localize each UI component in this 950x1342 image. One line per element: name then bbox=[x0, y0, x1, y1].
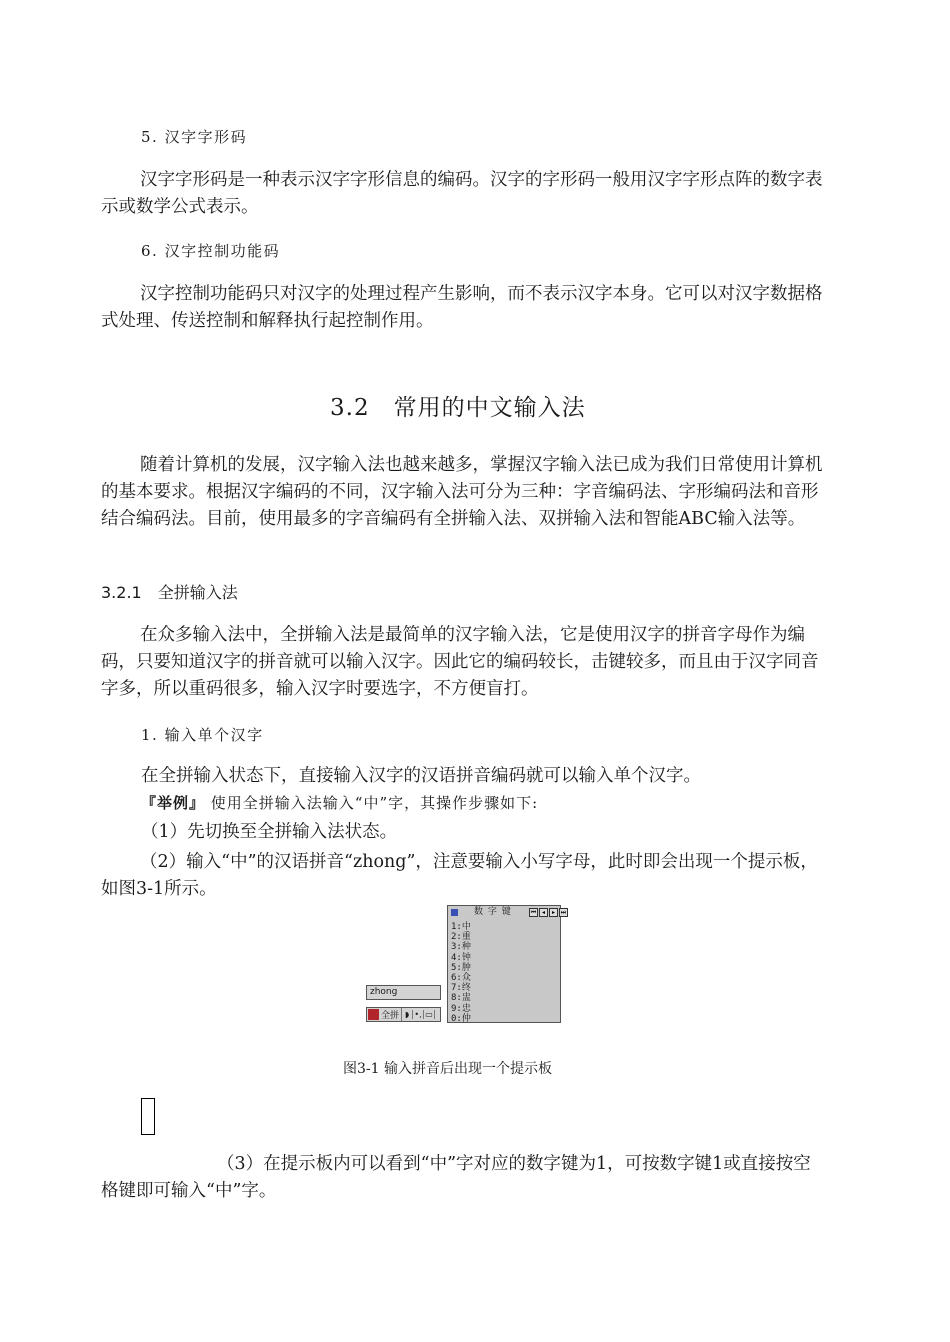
section-6-heading: 6. 汉字控制功能码 bbox=[141, 242, 281, 260]
section-6-body: 汉字控制功能码只对汉字的处理过程产生影响，而不表示汉字本身。它可以对汉字数据格式处理、传送控制和解释执行起控制作用。 bbox=[101, 284, 823, 331]
example-text: 使用全拼输入法输入“中”字，其操作步骤如下: bbox=[205, 794, 539, 812]
item-1-line: 在全拼输入状态下，直接输入汉字的汉语拼音编码就可以输入单个汉字。 bbox=[141, 766, 701, 786]
ime-status-bar bbox=[366, 1007, 441, 1022]
candidate-item: 4:钟 bbox=[451, 952, 471, 963]
candidate-item: 1:中 bbox=[451, 922, 471, 932]
candidate-list bbox=[451, 922, 471, 1024]
subsection-body: 在众多输入法中，全拼输入法是最简单的汉字输入法，它是使用汉字的拼音字母作为编码，只要知道汉字的拼音就可以输入汉字。因此它的编码较长，击键较多，而且由于汉字同音字多，所以重码很多，输入汉字时要选字，不方便盲打。 bbox=[101, 625, 819, 699]
candidate-item: 9:忠 bbox=[451, 1003, 471, 1014]
next-page-icon: ▸ bbox=[549, 908, 558, 917]
palette-header bbox=[448, 906, 567, 919]
step-2: （2）输入“中”的汉语拼音“zhong”，注意要输入小写字母，此时即会出现一个提示板，如图3-1所示。 bbox=[101, 852, 818, 899]
section-5-body: 汉字字形码是一种表示汉字字形信息的编码。汉字的字形码一般用汉字字形点阵的数字表示或数学公式表示。 bbox=[101, 170, 823, 217]
candidate-item: 8:盅 bbox=[451, 993, 471, 1004]
ime-logo-icon bbox=[368, 1009, 379, 1020]
item-1-heading: 1. 输入单个汉字 bbox=[141, 726, 264, 744]
step-3: （3）在提示板内可以看到“中”字对应的数字键为1，可按数字键1或直接按空格键即可输入“中”字。 bbox=[101, 1154, 811, 1201]
half-width-moon-icon: ◗ bbox=[402, 1010, 413, 1019]
ime-mode-label: 全拼 bbox=[379, 1008, 402, 1021]
chapter-title: 3.2 常用的中文输入法 bbox=[330, 395, 586, 421]
punctuation-icon: •, bbox=[413, 1010, 424, 1019]
placeholder-box-icon bbox=[141, 1098, 155, 1135]
pinyin-input-box: zhong bbox=[366, 985, 441, 1000]
candidate-item: 2:重 bbox=[451, 932, 471, 943]
palette-nav bbox=[528, 908, 568, 917]
ime-candidate-palette bbox=[447, 905, 567, 1024]
step-1: （1）先切换至全拼输入法状态。 bbox=[141, 822, 398, 842]
candidate-item: 3:种 bbox=[451, 942, 471, 953]
candidate-item: 6:众 bbox=[451, 973, 471, 984]
candidate-item: 5:肿 bbox=[451, 962, 471, 973]
section-5-heading: 5. 汉字字形码 bbox=[141, 128, 248, 146]
prev-page-icon: ◂ bbox=[539, 908, 548, 917]
chapter-intro: 随着计算机的发展，汉字输入法也越来越多，掌握汉字输入法已成为我们日常使用计算机的基本要求。根据汉字编码的不同，汉字输入法可分为三种：字音编码法、字形编码法和音形结合编码法。目前，使用最多的字音编码有全拼输入法、双拼输入法和智能ABC输入法等。 bbox=[101, 455, 823, 529]
example-line bbox=[141, 792, 538, 813]
example-label: 『举例』 bbox=[141, 794, 206, 812]
ime-icon bbox=[451, 909, 458, 916]
subsection-title: 3.2.1 全拼输入法 bbox=[101, 583, 238, 602]
palette-title: 数 字 键 bbox=[474, 907, 512, 917]
candidate-item: 7:终 bbox=[451, 983, 471, 994]
candidate-item: 0:仲 bbox=[451, 1013, 471, 1024]
soft-keyboard-icon: ▭ bbox=[424, 1010, 435, 1019]
figure-caption: 图3-1 输入拼音后出现一个提示板 bbox=[343, 1061, 552, 1077]
last-page-icon: ⏭ bbox=[560, 909, 567, 916]
first-page-icon: ⏮ bbox=[530, 909, 537, 916]
